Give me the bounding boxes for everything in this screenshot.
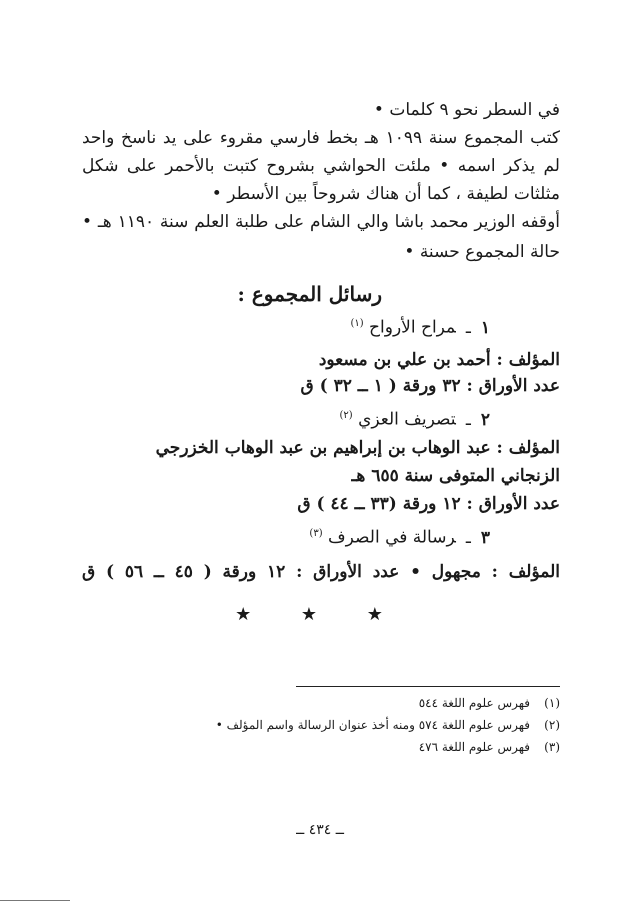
body-line-2: كتب المجموع سنة ١٠٩٩ هـ بخط فارسي مقروء على يد ناسخ واحد (82, 128, 561, 148)
body-line-4: مثلثات لطيفة ، كما أن هناك شروحاً بين الأسطر • (211, 184, 560, 204)
item-3-dash: ـ (465, 527, 471, 548)
footnote-3 (100, 738, 560, 756)
item-2-leaves: عدد الأوراق : ١٢ ورقة (٣٣ ــ ٤٤ ) ق (297, 494, 560, 514)
scan-edge-line (0, 900, 70, 901)
footnote-3-mark: (٣) (544, 740, 560, 754)
item-2-footnote-ref: (٢) (339, 410, 353, 421)
section-separator-stars: ★ ★ ★ (235, 604, 405, 625)
item-2-title-row (340, 404, 491, 432)
footnote-1 (100, 694, 560, 712)
item-1-number: ١ (480, 317, 490, 338)
item-3-author-leaves: المؤلف : مجهول • عدد الأوراق : ١٢ ورقة ( ٤٥ ــ ٥٦ ) ق (82, 562, 560, 582)
item-2-dash: ـ (465, 409, 471, 430)
item-2-author: المؤلف : عبد الوهاب بن إبراهيم بن عبد الوهاب الخزرجي (155, 438, 560, 458)
item-1-leaves: عدد الأوراق : ٣٢ ورقة ( ١ ــ ٣٢ ) ق (300, 376, 560, 396)
footnote-2-mark: (٢) (544, 718, 560, 732)
footnote-2-text: فهرس علوم اللغة ٥٧٤ ومنه أخذ عنوان الرسالة واسم المؤلف • (215, 718, 530, 732)
item-3-title-row (309, 522, 490, 550)
item-2-number: ٢ (480, 409, 490, 430)
item-1-title-row (350, 312, 490, 340)
body-line-6: حالة المجموع حسنة • (404, 242, 560, 262)
item-1-author: المؤلف : أحمد بن علي بن مسعود (318, 350, 560, 370)
item-3-number: ٣ (480, 527, 490, 548)
item-1-title: مراح الأرواح (369, 317, 456, 338)
footnote-1-mark: (١) (544, 696, 560, 710)
item-1-dash: ـ (465, 317, 471, 338)
footnote-3-text: فهرس علوم اللغة ٤٧٦ (418, 740, 530, 754)
item-3-title: رسالة في الصرف (328, 527, 456, 548)
footnote-rule (296, 686, 560, 687)
page-number: ــ ٤٣٤ ــ (296, 822, 344, 838)
body-line-3: لم يذكر اسمه • ملئت الحواشي بشروح كتبت بالأحمر على شكل (82, 156, 560, 176)
footnote-1-text: فهرس علوم اللغة ٥٤٤ (418, 696, 530, 710)
body-line-1: في السطر نحو ٩ كلمات • (373, 100, 560, 120)
body-line-5: أوقفه الوزير محمد باشا والي الشام على طلبة العلم سنة ١١٩٠ هـ • (82, 212, 560, 232)
item-3-footnote-ref: (٣) (309, 528, 323, 539)
item-2-title: تصريف العزي (358, 409, 456, 430)
item-1-footnote-ref: (١) (350, 318, 364, 329)
section-heading: رسائل المجموع : (237, 282, 382, 306)
footnote-2 (100, 716, 560, 734)
item-2-author-cont: الزنجاني المتوفى سنة ٦٥٥ هـ (351, 466, 560, 486)
